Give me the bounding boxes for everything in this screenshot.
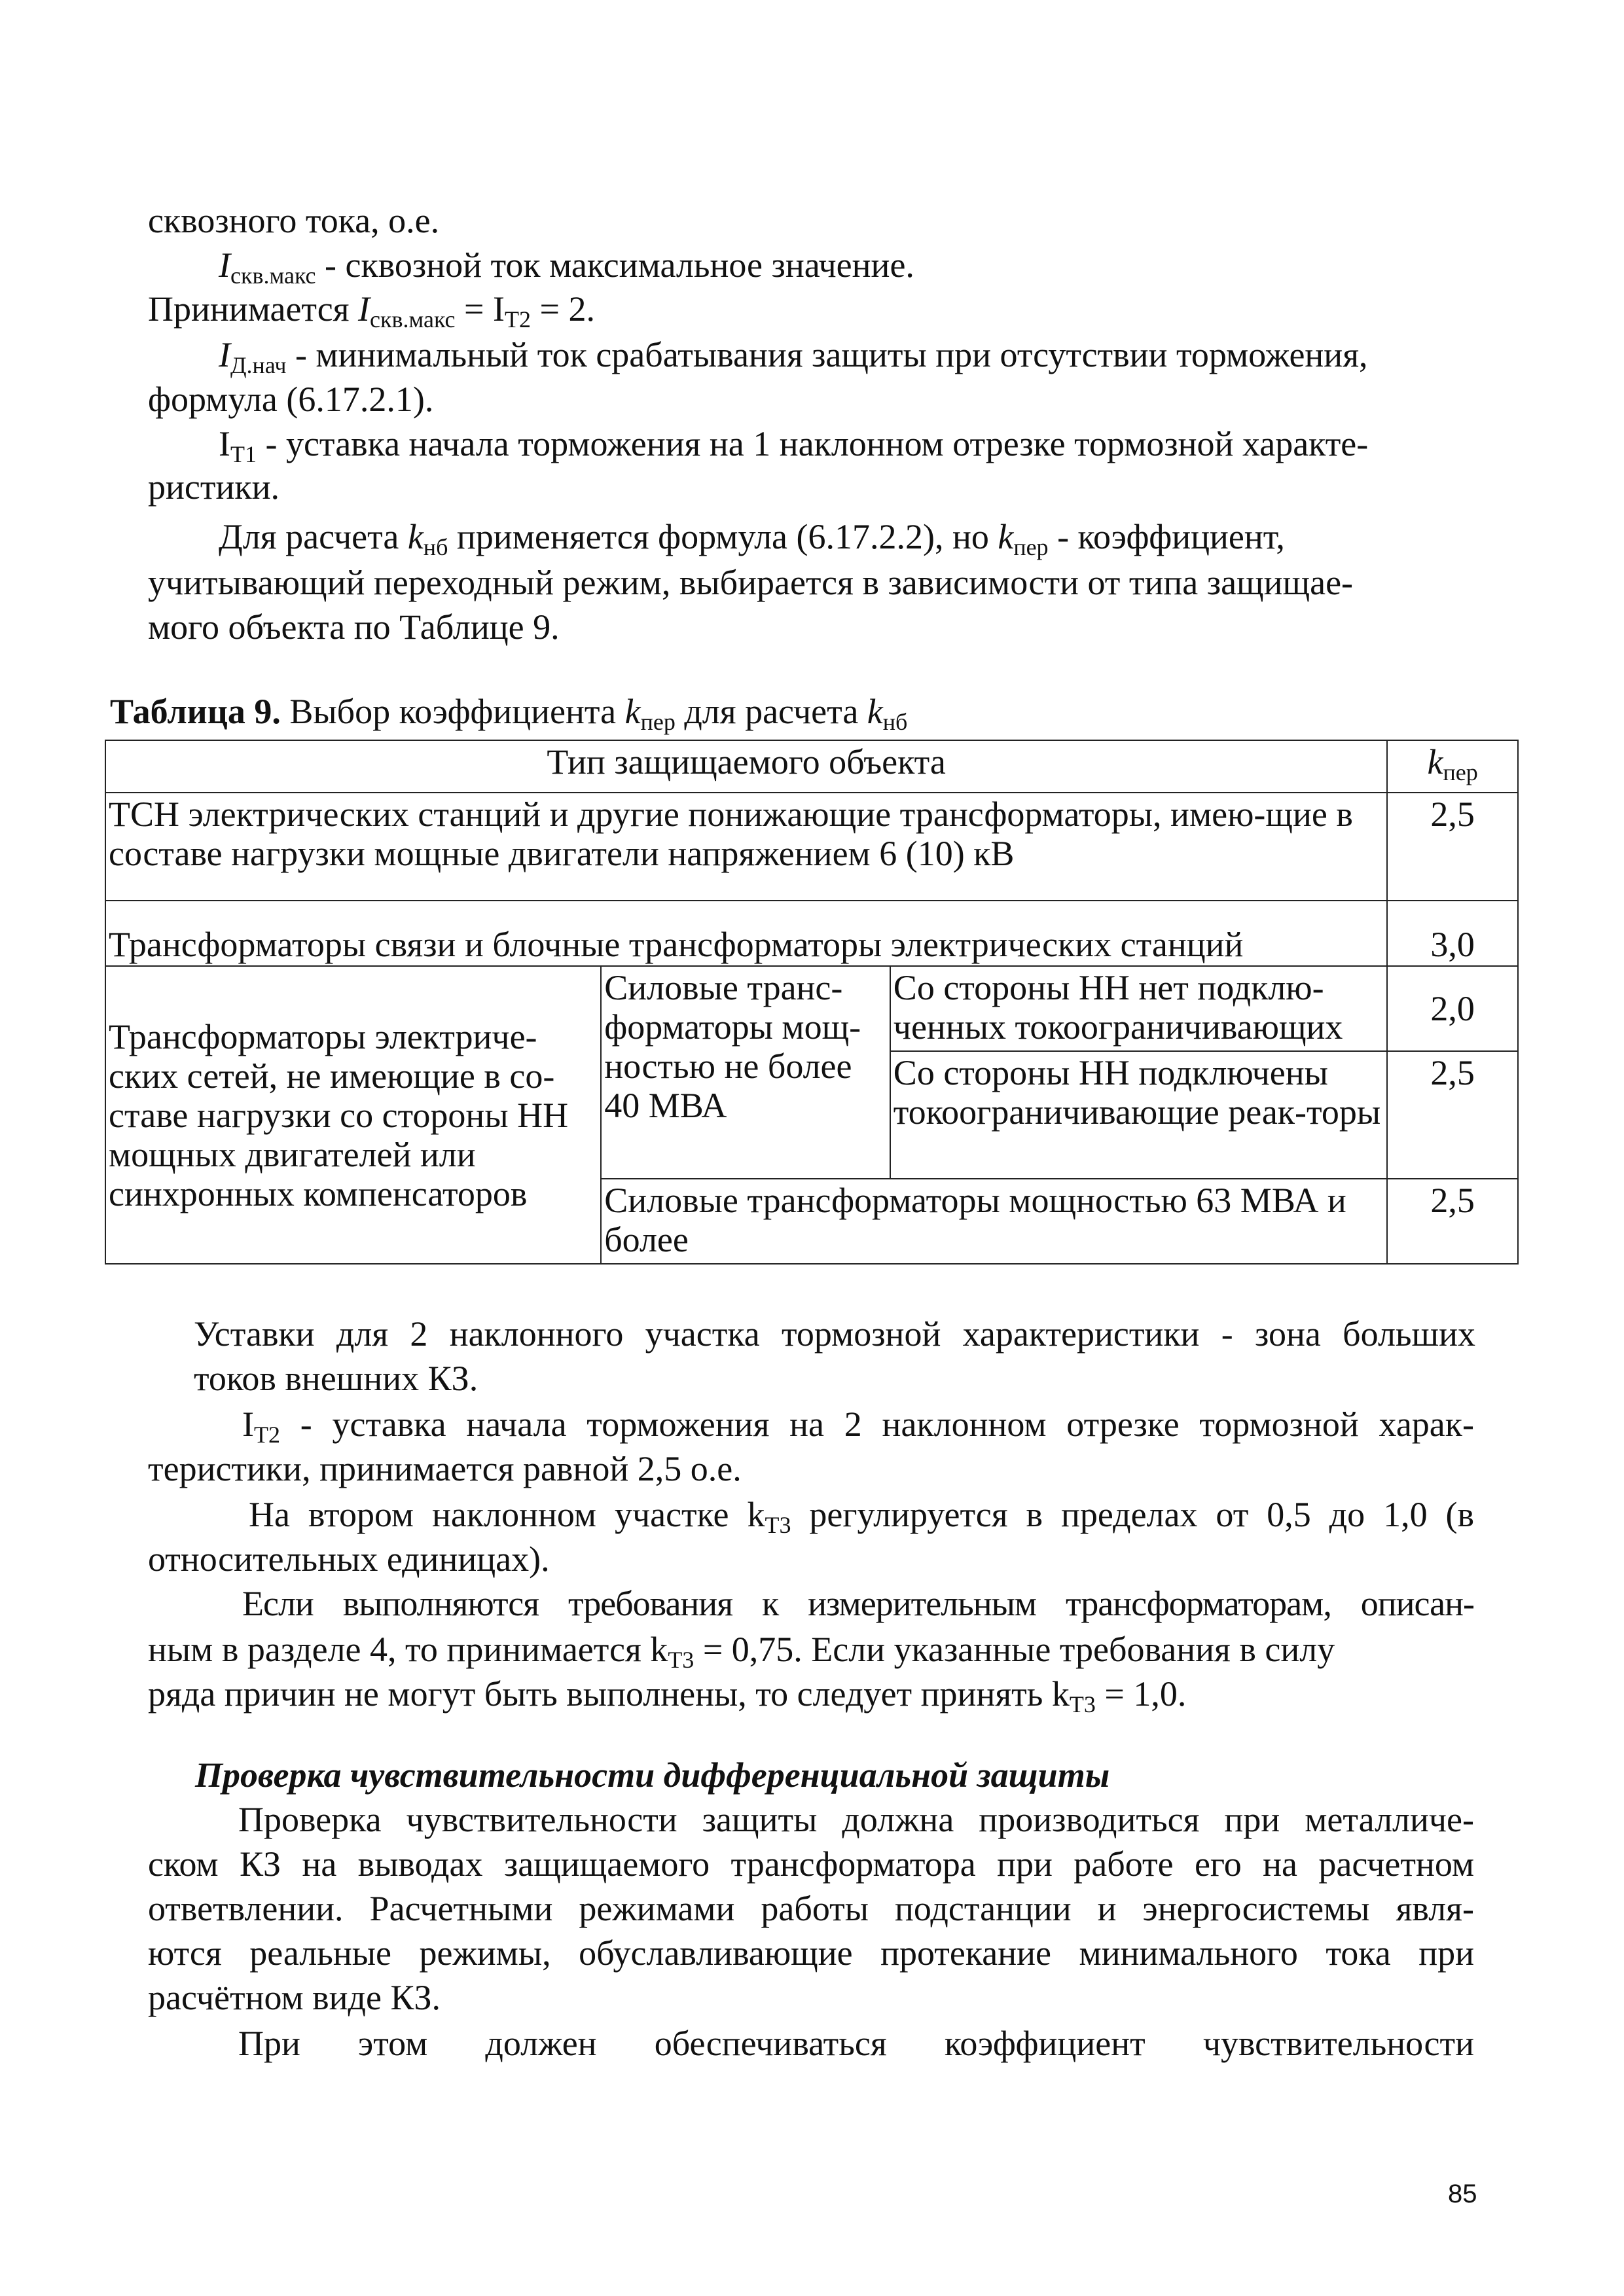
section-line-1: Проверка чувствительности защиты должна производиться при металличе- (238, 1800, 1474, 1839)
row5-subtype: Силовые трансформаторы мощностью 63 МВА и более (601, 1179, 1387, 1264)
table-header-row (105, 740, 1518, 793)
after-p4-line-3: ряда причин не могут быть выполнены, то следует принять $k_{Т3} = 1,0$. (148, 1674, 1187, 1717)
table-9 (105, 740, 1519, 1265)
after-p2-line-2: теристики, принимается равной 2,5 о.е. (148, 1449, 742, 1488)
page-number: 85 (1448, 2179, 1477, 2208)
intro-line-5: формула (6.17.2.1). (148, 380, 434, 419)
row4-k: 2,5 (1387, 1051, 1518, 1179)
section-line-4: ются реальные режимы, обуславливающие протекание минимального тока при (148, 1933, 1474, 1973)
section-line-2: ском КЗ на выводах защищаемого трансформатора при работе его на расчетном (148, 1844, 1474, 1884)
table-row (105, 793, 1518, 901)
intro-line-10: мого объекта по Таблице 9. (148, 607, 560, 647)
row5-k: 2,5 (1387, 1179, 1518, 1264)
intro-line-1: сквозного тока, о.е. (148, 201, 440, 240)
intro-line-9: учитывающий переходный режим, выбирается в зависимости от типа защищае- (148, 563, 1354, 602)
row4-condition: Со стороны НН подключены токоограничивающие реак-торы (890, 1051, 1387, 1179)
after-p2-line-1: $I_{Т2}$ - уставка начала торможения на 2 наклонном отрезке тормозной харак- (242, 1405, 1474, 1448)
row3-condition: Со стороны НН нет подклю-ченных токоограничивающих (890, 966, 1387, 1051)
after-p4-line-1: Если выполняются требования к измерительным трансформаторам, описан- (242, 1584, 1474, 1623)
section-line-5: расчётном виде КЗ. (148, 1978, 441, 2017)
row3-object: Трансформаторы электриче-ских сетей, не имеющие в со-ставе нагрузки со стороны НН мощных двигателей или синхронных компенсаторов (105, 966, 601, 1264)
intro-line-8: Для расчета $k_{нб}$ применяется формула (6.17.2.2), но $k_{пер}$ - коэффициент, (219, 517, 1285, 560)
table-caption: Таблица 9. Выбор коэффициента $k_{пер}$ для расчета $k_{нб}$ (110, 692, 908, 735)
after-p3-line-1: На втором наклонном участке $k_{Т3}$ регулируется в пределах от 0,5 до 1,0 (в (249, 1495, 1475, 1538)
row3-k: 2,0 (1387, 966, 1518, 1051)
intro-line-3: Принимается $I_{скв.макс} = I_{Т2} = 2$. (148, 289, 595, 332)
after-p1-line-2: токов внешних КЗ. (194, 1359, 478, 1398)
row3-subtype: Силовые транс-форматоры мощ-ностью не более 40 МВА (601, 966, 890, 1179)
intro-line-4: $I_{Д.нач}$ - минимальный ток срабатывания защиты при отсутствии торможения, (219, 335, 1368, 378)
row1-object: ТСН электрических станций и другие понижающие трансформаторы, имею-щие в составе нагрузки мощные двигатели напряжением 6 (10) кВ (105, 793, 1387, 901)
header-k-per: $k_{пер}$ (1387, 740, 1518, 793)
section-line-6: При этом должен обеспечиваться коэффициент чувствительности (238, 2024, 1474, 2063)
row2-k: 3,0 (1387, 901, 1518, 966)
after-p1-line-1: Уставки для 2 наклонного участка тормозной характеристики - зона больших (194, 1314, 1475, 1354)
intro-line-2: $I_{скв.макс}$ - сквозной ток максимальное значение. (219, 245, 914, 289)
section-line-3: ответвлении. Расчетными режимами работы подстанции и энергосистемы явля- (148, 1889, 1474, 1928)
after-p4-line-2: ным в разделе 4, то принимается $k_{Т3} = 0,75$. Если указанные требования в силу (148, 1630, 1335, 1673)
intro-line-6: $I_{Т1}$ - уставка начала торможения на 1 наклонном отрезке тормозной характе- (219, 424, 1369, 467)
row2-object: Трансформаторы связи и блочные трансформаторы электрических станций (105, 901, 1387, 966)
intro-line-7: ристики. (148, 467, 280, 507)
header-object-type: Тип защищаемого объекта (105, 740, 1387, 793)
table-row (105, 901, 1518, 966)
section-heading: Проверка чувствительности дифференциальной защиты (195, 1755, 1110, 1795)
table-row (105, 966, 1518, 1051)
after-p3-line-2: относительных единицах). (148, 1539, 550, 1579)
row1-k: 2,5 (1387, 793, 1518, 901)
